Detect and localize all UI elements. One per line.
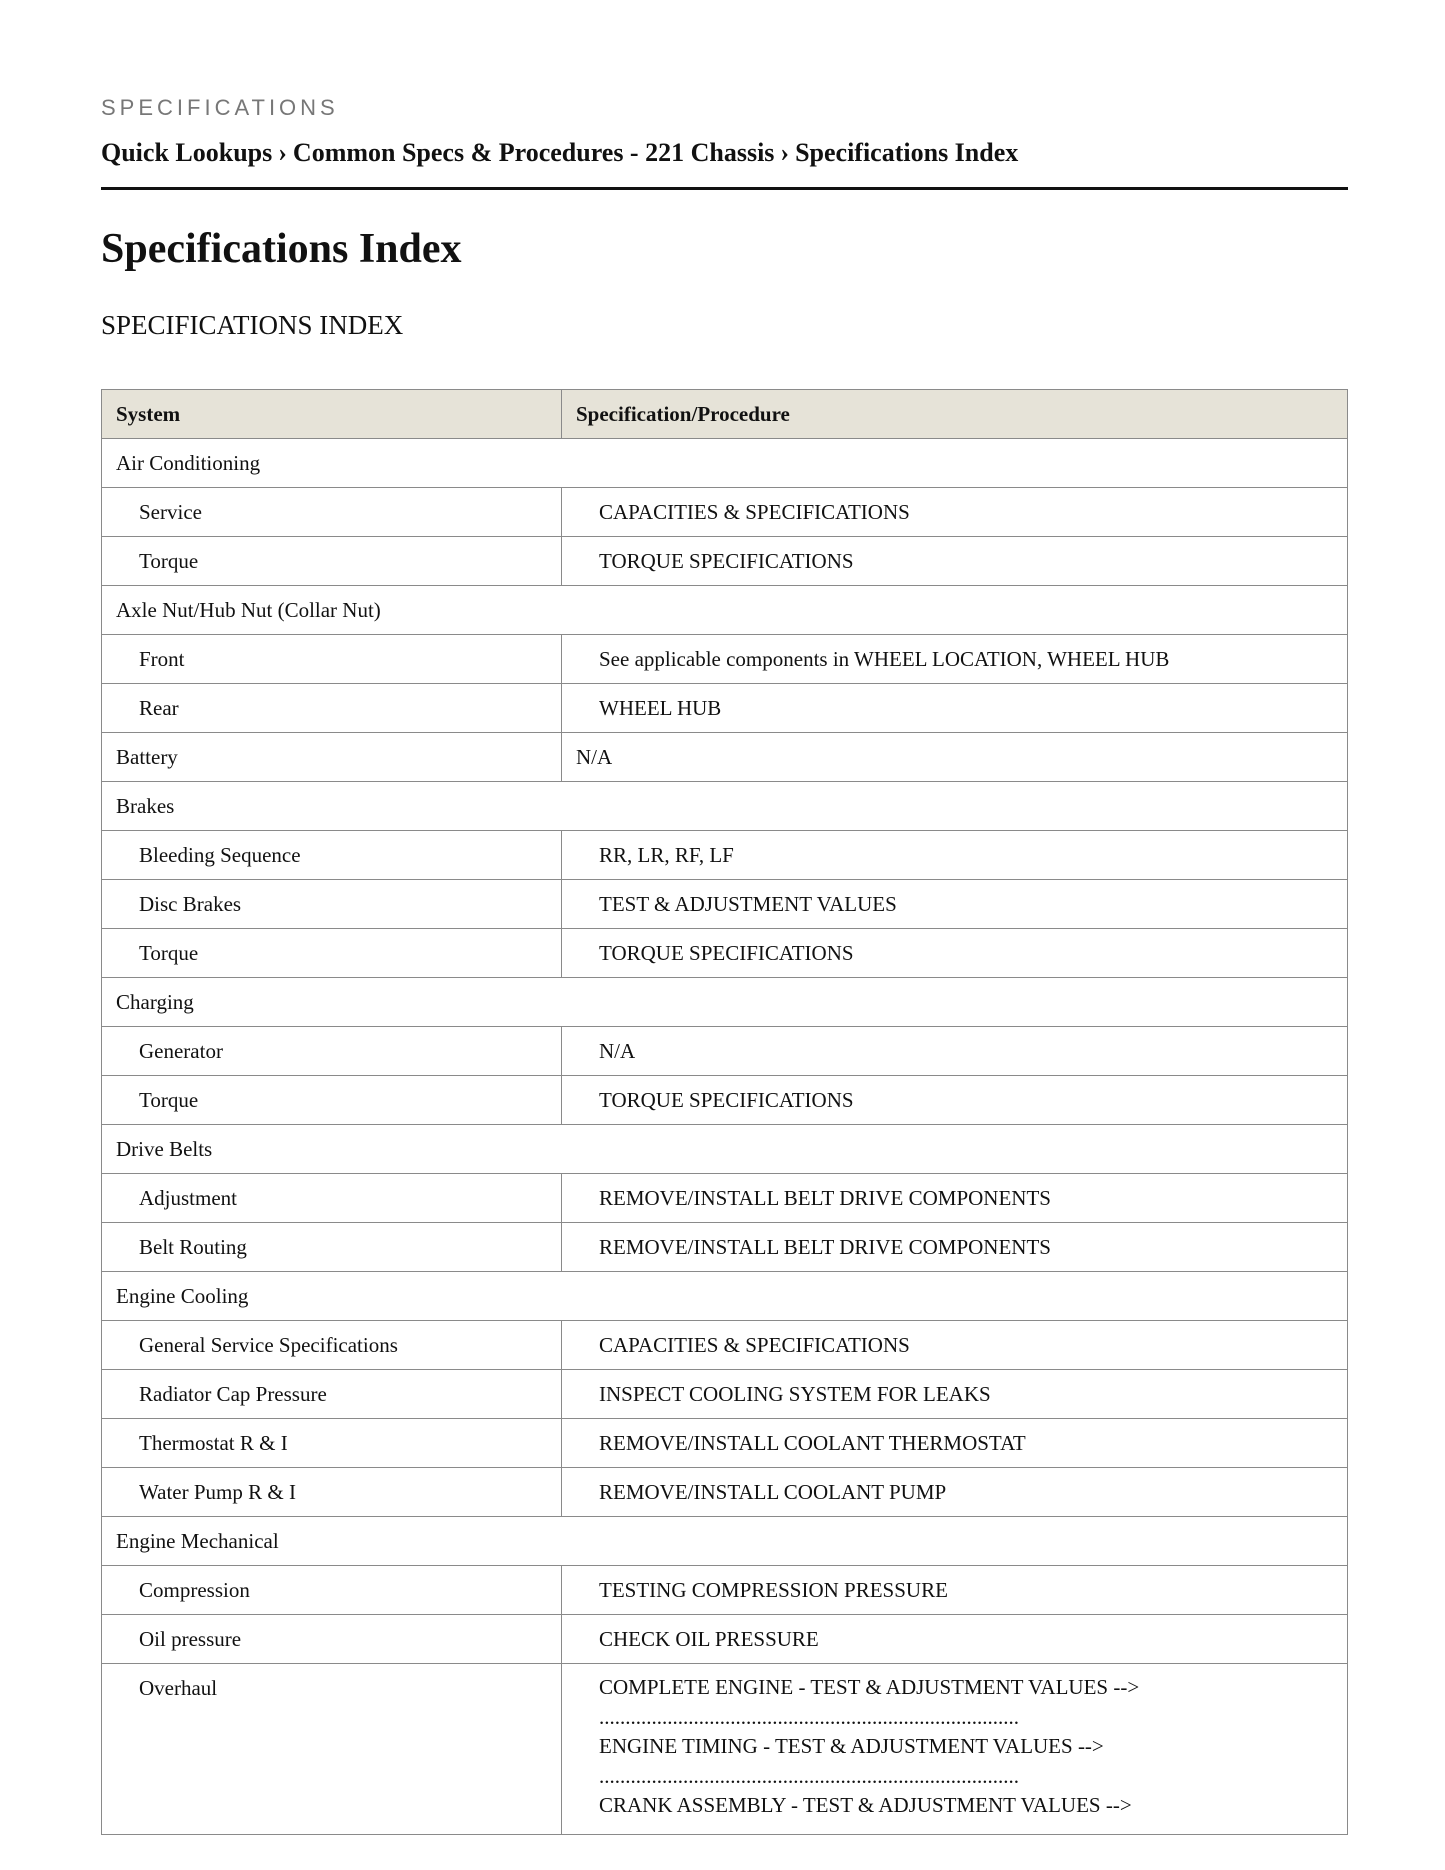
breadcrumb-item-current: Specifications Index <box>795 138 1019 167</box>
system-cell: Disc Brakes <box>102 880 562 929</box>
table-row <box>102 929 1348 978</box>
section-subheading: SPECIFICATIONS INDEX <box>101 310 404 340</box>
breadcrumb-item-quick-lookups[interactable]: Quick Lookups <box>101 138 273 167</box>
column-header-spec: Specification/Procedure <box>562 390 1348 439</box>
table-group-row <box>102 782 1348 831</box>
system-cell: Overhaul <box>102 1664 562 1835</box>
spec-link[interactable]: REMOVE/INSTALL BELT DRIVE COMPONENTS <box>562 1174 1348 1223</box>
system-cell: Torque <box>102 537 562 586</box>
spec-link[interactable]: INSPECT COOLING SYSTEM FOR LEAKS <box>562 1370 1348 1419</box>
table-row <box>102 1321 1348 1370</box>
table-row <box>102 488 1348 537</box>
system-cell: Generator <box>102 1027 562 1076</box>
spec-link[interactable]: N/A <box>562 733 1348 782</box>
spec-link[interactable]: ENGINE TIMING - TEST & ADJUSTMENT VALUES --> <box>599 1734 1104 1758</box>
spec-link[interactable]: CRANK ASSEMBLY - TEST & ADJUSTMENT VALUES --> <box>599 1793 1132 1817</box>
table-row <box>102 1174 1348 1223</box>
table-group-row <box>102 978 1348 1027</box>
system-cell: Oil pressure <box>102 1615 562 1664</box>
table-row <box>102 1468 1348 1517</box>
spec-link[interactable]: REMOVE/INSTALL COOLANT THERMOSTAT <box>562 1419 1348 1468</box>
table-row <box>102 1419 1348 1468</box>
table-row <box>102 880 1348 929</box>
table-row <box>102 831 1348 880</box>
group-label: Axle Nut/Hub Nut (Collar Nut) <box>102 586 1348 635</box>
table-row <box>102 1370 1348 1419</box>
spec-link[interactable]: REMOVE/INSTALL COOLANT PUMP <box>562 1468 1348 1517</box>
table-group-row <box>102 586 1348 635</box>
system-cell: Compression <box>102 1566 562 1615</box>
spec-link[interactable]: WHEEL HUB <box>562 684 1348 733</box>
group-label: Charging <box>102 978 1348 1027</box>
dotted-separator: ................................................................................ <box>599 1763 1019 1788</box>
system-cell: Radiator Cap Pressure <box>102 1370 562 1419</box>
table-row <box>102 1027 1348 1076</box>
breadcrumb-item-common-specs[interactable]: Common Specs & Procedures - 221 Chassis <box>292 138 775 167</box>
system-cell: Belt Routing <box>102 1223 562 1272</box>
group-label: Brakes <box>102 782 1348 831</box>
spec-link[interactable]: TESTING COMPRESSION PRESSURE <box>562 1566 1348 1615</box>
spec-link[interactable]: N/A <box>562 1027 1348 1076</box>
group-label: Air Conditioning <box>102 439 1348 488</box>
system-cell: Torque <box>102 1076 562 1125</box>
table-group-row <box>102 1517 1348 1566</box>
system-cell: Water Pump R & I <box>102 1468 562 1517</box>
group-label: Engine Mechanical <box>102 1517 1348 1566</box>
page-title: Specifications Index <box>101 226 462 272</box>
system-cell: Battery <box>102 733 562 782</box>
spec-cell <box>562 1664 1348 1835</box>
table-row <box>102 635 1348 684</box>
system-cell: Bleeding Sequence <box>102 831 562 880</box>
system-cell: General Service Specifications <box>102 1321 562 1370</box>
group-label: Engine Cooling <box>102 1272 1348 1321</box>
spec-link[interactable]: See applicable components in WHEEL LOCATION, WHEEL HUB <box>562 635 1348 684</box>
group-label: Drive Belts <box>102 1125 1348 1174</box>
spec-link[interactable]: TORQUE SPECIFICATIONS <box>562 537 1348 586</box>
table-row <box>102 1664 1348 1835</box>
table-header-row <box>102 390 1348 439</box>
spec-link[interactable]: CHECK OIL PRESSURE <box>562 1615 1348 1664</box>
table-row <box>102 684 1348 733</box>
table-row <box>102 1615 1348 1664</box>
table-group-row <box>102 1125 1348 1174</box>
system-cell: Thermostat R & I <box>102 1419 562 1468</box>
column-header-system: System <box>102 390 562 439</box>
spec-link[interactable]: TEST & ADJUSTMENT VALUES <box>562 880 1348 929</box>
table-row <box>102 733 1348 782</box>
breadcrumb <box>101 138 1018 168</box>
system-cell: Rear <box>102 684 562 733</box>
system-cell: Adjustment <box>102 1174 562 1223</box>
table-group-row <box>102 439 1348 488</box>
spec-link[interactable]: CAPACITIES & SPECIFICATIONS <box>562 1321 1348 1370</box>
section-kicker: SPECIFICATIONS <box>101 95 339 120</box>
breadcrumb-separator: › <box>780 138 790 167</box>
table-body <box>102 439 1348 1835</box>
specifications-table <box>101 389 1348 1835</box>
spec-link[interactable]: TORQUE SPECIFICATIONS <box>562 1076 1348 1125</box>
breadcrumb-separator: › <box>278 138 287 167</box>
header-divider <box>101 187 1348 190</box>
system-cell: Service <box>102 488 562 537</box>
table-row <box>102 537 1348 586</box>
spec-link[interactable]: RR, LR, RF, LF <box>562 831 1348 880</box>
table-row <box>102 1223 1348 1272</box>
table-row <box>102 1076 1348 1125</box>
spec-link[interactable]: COMPLETE ENGINE - TEST & ADJUSTMENT VALUES --> <box>599 1675 1140 1699</box>
spec-link[interactable]: REMOVE/INSTALL BELT DRIVE COMPONENTS <box>562 1223 1348 1272</box>
spec-link[interactable]: CAPACITIES & SPECIFICATIONS <box>562 488 1348 537</box>
dotted-separator: ................................................................................ <box>599 1704 1019 1729</box>
spec-link[interactable]: TORQUE SPECIFICATIONS <box>562 929 1348 978</box>
system-cell: Front <box>102 635 562 684</box>
table-group-row <box>102 1272 1348 1321</box>
system-cell: Torque <box>102 929 562 978</box>
table-row <box>102 1566 1348 1615</box>
